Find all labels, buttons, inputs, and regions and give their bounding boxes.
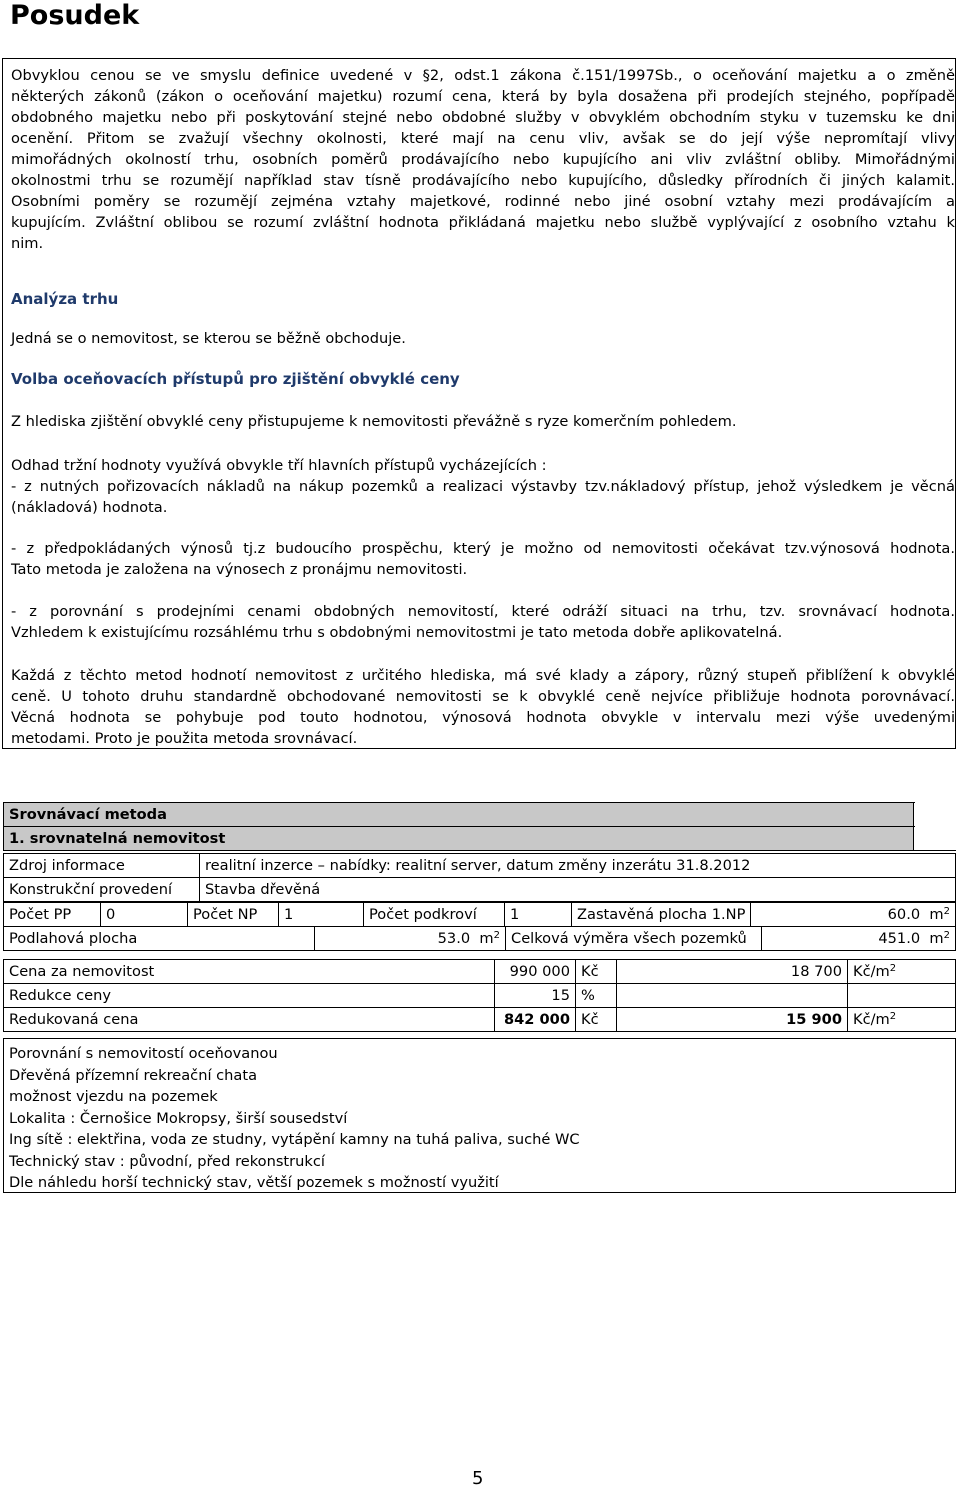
text-line: ceně. U tohoto druhu standardně obchodované nemovitosti se k obvyklé ceně nejvíce přibližuje hodnota porovnávací.	[11, 688, 955, 705]
comparison-paragraph	[11, 601, 955, 643]
text-line: metodami. Proto je použita metoda srovnávací.	[11, 730, 358, 747]
price-per-m2: 18 700	[617, 960, 848, 984]
section-title-fill	[914, 803, 956, 827]
note-line: Ing sítě : elektřina, voda ze studny, vytápění kamny na tuhá paliva, suché WC	[9, 1131, 580, 1148]
price-unit: Kč	[576, 960, 617, 984]
unit-sup: 2	[889, 963, 897, 974]
text-line: - z porovnání s prodejními cenami obdobných nemovitostí, které odráží situaci na trhu, tzv. srovnávací hodnota.	[11, 603, 955, 620]
construction-value: Stavba dřevěná	[200, 878, 956, 902]
unit-sup: 2	[493, 930, 500, 941]
comparison-notes	[3, 1038, 956, 1193]
price-value: 990 000	[495, 960, 576, 984]
note-line: Porovnání s nemovitostí oceňovanou	[9, 1045, 278, 1062]
areas-table	[3, 926, 956, 951]
reduced-per-m2: 15 900	[617, 1008, 848, 1032]
approach-heading: Volba oceňovacích přístupů pro zjištění obvyklé ceny	[11, 370, 460, 388]
price-per-m2-unit	[848, 960, 956, 984]
text-line: některých zákonů (zákon o oceňování majetku) rozumí cena, která by byla dosažena při prodejích stejného, popřípadě	[11, 88, 955, 105]
plots-number: 451.0	[878, 930, 921, 947]
property-details-table	[3, 853, 956, 902]
section-title-cell	[4, 803, 914, 827]
built-area-value	[751, 903, 956, 927]
np-label: Počet NP	[188, 903, 279, 927]
price-label: Cena za nemovitost	[4, 960, 495, 984]
text-line: - z předpokládaných výnosů tj.z budoucího prospěchu, který je možno od nemovitosti očekávat tzv.výnosová hodnota.	[11, 540, 955, 557]
page-number: 5	[472, 1468, 484, 1489]
section-title: Srovnávací metoda	[9, 806, 167, 823]
construction-label: Konstrukční provedení	[4, 878, 200, 902]
text-line: mimořádných okolností trhu, osobních poměrů prodávajícího nebo kupujícího ani vliv zvláštní obliby. Mimořádnými	[11, 151, 955, 168]
text-line: Každá z těchto metod hodnotí nemovitost z určitého hlediska, má své klady a zápory, různý stupeň přiblížení k obvyklé	[11, 667, 955, 684]
discount-empty-unit	[848, 984, 956, 1008]
reduced-per-m2-unit	[848, 1008, 956, 1032]
approach-text: Z hlediska zjištění obvyklé ceny přistupujeme k nemovitosti převážně s ryze komerčním pohledem.	[11, 413, 737, 430]
unit-kc-m: Kč/m	[853, 1011, 890, 1028]
built-area-label: Zastavěná plocha 1.NP	[572, 903, 751, 927]
source-label: Zdroj informace	[4, 854, 200, 878]
note-line: Technický stav : původní, před rekonstrukcí	[9, 1152, 325, 1170]
reduced-value: 842 000	[495, 1008, 576, 1032]
built-area-number: 60.0	[887, 906, 921, 923]
intro-paragraph-definition	[11, 65, 955, 254]
comparison-header-table	[3, 802, 956, 851]
source-value: realitní inzerce – nabídky: realitní server, datum změny inzerátu 31.8.2012	[200, 854, 956, 878]
unit-kc-m: Kč/m	[853, 963, 890, 980]
pp-label: Počet PP	[4, 903, 101, 927]
text-line: Obvyklou cenou se ve smyslu definice uvedené v §2, odst.1 zákona č.151/1997Sb., o oceňování majetku a o změně	[11, 67, 955, 84]
property-title-cell	[4, 827, 914, 851]
approaches-paragraph	[11, 455, 955, 518]
counts-table	[3, 902, 956, 927]
note-line: Lokalita : Černošice Mokropsy, širší sousedství	[9, 1109, 348, 1127]
price-table	[3, 959, 956, 1032]
text-line: (nákladová) hodnota.	[11, 499, 168, 516]
reduced-unit: Kč	[576, 1008, 617, 1032]
unit-sup: 2	[943, 906, 950, 917]
np-value: 1	[279, 903, 364, 927]
note-line: Dřevěná přízemní rekreační chata	[9, 1066, 258, 1084]
text-line: Odhad tržní hodnoty využívá obvykle tří hlavních přístupů vycházejících :	[11, 457, 547, 474]
discount-label: Redukce ceny	[4, 984, 495, 1008]
discount-empty	[617, 984, 848, 1008]
text-line: Věcná hodnota se pohybuje pod touto hodnotou, výnosová hodnota obvykle v intervalu mezi výše uvedenými	[11, 709, 955, 726]
analysis-heading: Analýza trhu	[11, 290, 119, 308]
property-title-fill	[914, 827, 956, 851]
text-line: Tato metoda je založena na výnosech z pronájmu nemovitosti.	[11, 561, 468, 578]
pp-value: 0	[101, 903, 188, 927]
text-line: Vzhledem k existujícímu rozsáhlému trhu s obdobnými nemovitostmi je tato metoda dobře aplikovatelná.	[11, 624, 783, 641]
unit-sup: 2	[889, 1011, 897, 1022]
note-line: možnost vjezdu na pozemek	[9, 1088, 218, 1105]
discount-value: 15	[495, 984, 576, 1008]
text-line: nim.	[11, 235, 44, 252]
unit-sup: 2	[943, 930, 950, 941]
plots-label: Celková výměra všech pozemků	[506, 927, 762, 951]
text-line: obdobného majetku nebo při poskytování stejné nebo obdobné služby v obvyklém obchodním styku v tuzemsku ke dni	[11, 109, 955, 126]
analysis-text: Jedná se o nemovitost, se kterou se běžně obchoduje.	[11, 330, 406, 347]
income-paragraph	[11, 538, 955, 580]
reduced-label: Redukovaná cena	[4, 1008, 495, 1032]
property-title: 1. srovnatelná nemovitost	[9, 830, 226, 847]
discount-unit: %	[576, 984, 617, 1008]
unit-m: m	[479, 930, 494, 947]
plots-value	[762, 927, 956, 951]
text-line: ocenění. Přitom se zvažují všechny okolnosti, které mají na cenu vliv, avšak se do její výše nepromítají vlivy	[11, 130, 955, 147]
conclusion-paragraph	[11, 665, 955, 749]
unit-m: m	[929, 906, 944, 923]
floor-area-value	[315, 927, 506, 951]
text-line: kupujícím. Zvláštní oblibou se rozumí zvláštní hodnota přikládaná majetku nebo službě vyplývající z osobního vztahu k	[11, 214, 955, 231]
text-line: Osobními poměry se rozumějí zejména vztahy majetkové, rodinné nebo jiné osobní vztahy mezi prodávajícím a	[11, 193, 955, 210]
unit-m: m	[929, 930, 944, 947]
page-title: Posudek	[10, 0, 140, 31]
intro-box	[2, 58, 956, 749]
text-line: - z nutných pořizovacích nákladů na nákup pozemků a realizaci výstavby tzv.nákladový přístup, jehož výsledkem je věcná	[11, 478, 955, 495]
attic-value: 1	[505, 903, 572, 927]
floor-area-number: 53.0	[437, 930, 471, 947]
floor-area-label: Podlahová plocha	[4, 927, 315, 951]
text-line: okolnostmi trhu se rozumějí například stav tísně prodávajícího nebo kupujícího, důsledky přírodních či jiných kalamit.	[11, 172, 955, 189]
attic-label: Počet podkroví	[364, 903, 505, 927]
note-line: Dle náhledu horší technický stav, větší pozemek s možností využití	[9, 1174, 499, 1191]
